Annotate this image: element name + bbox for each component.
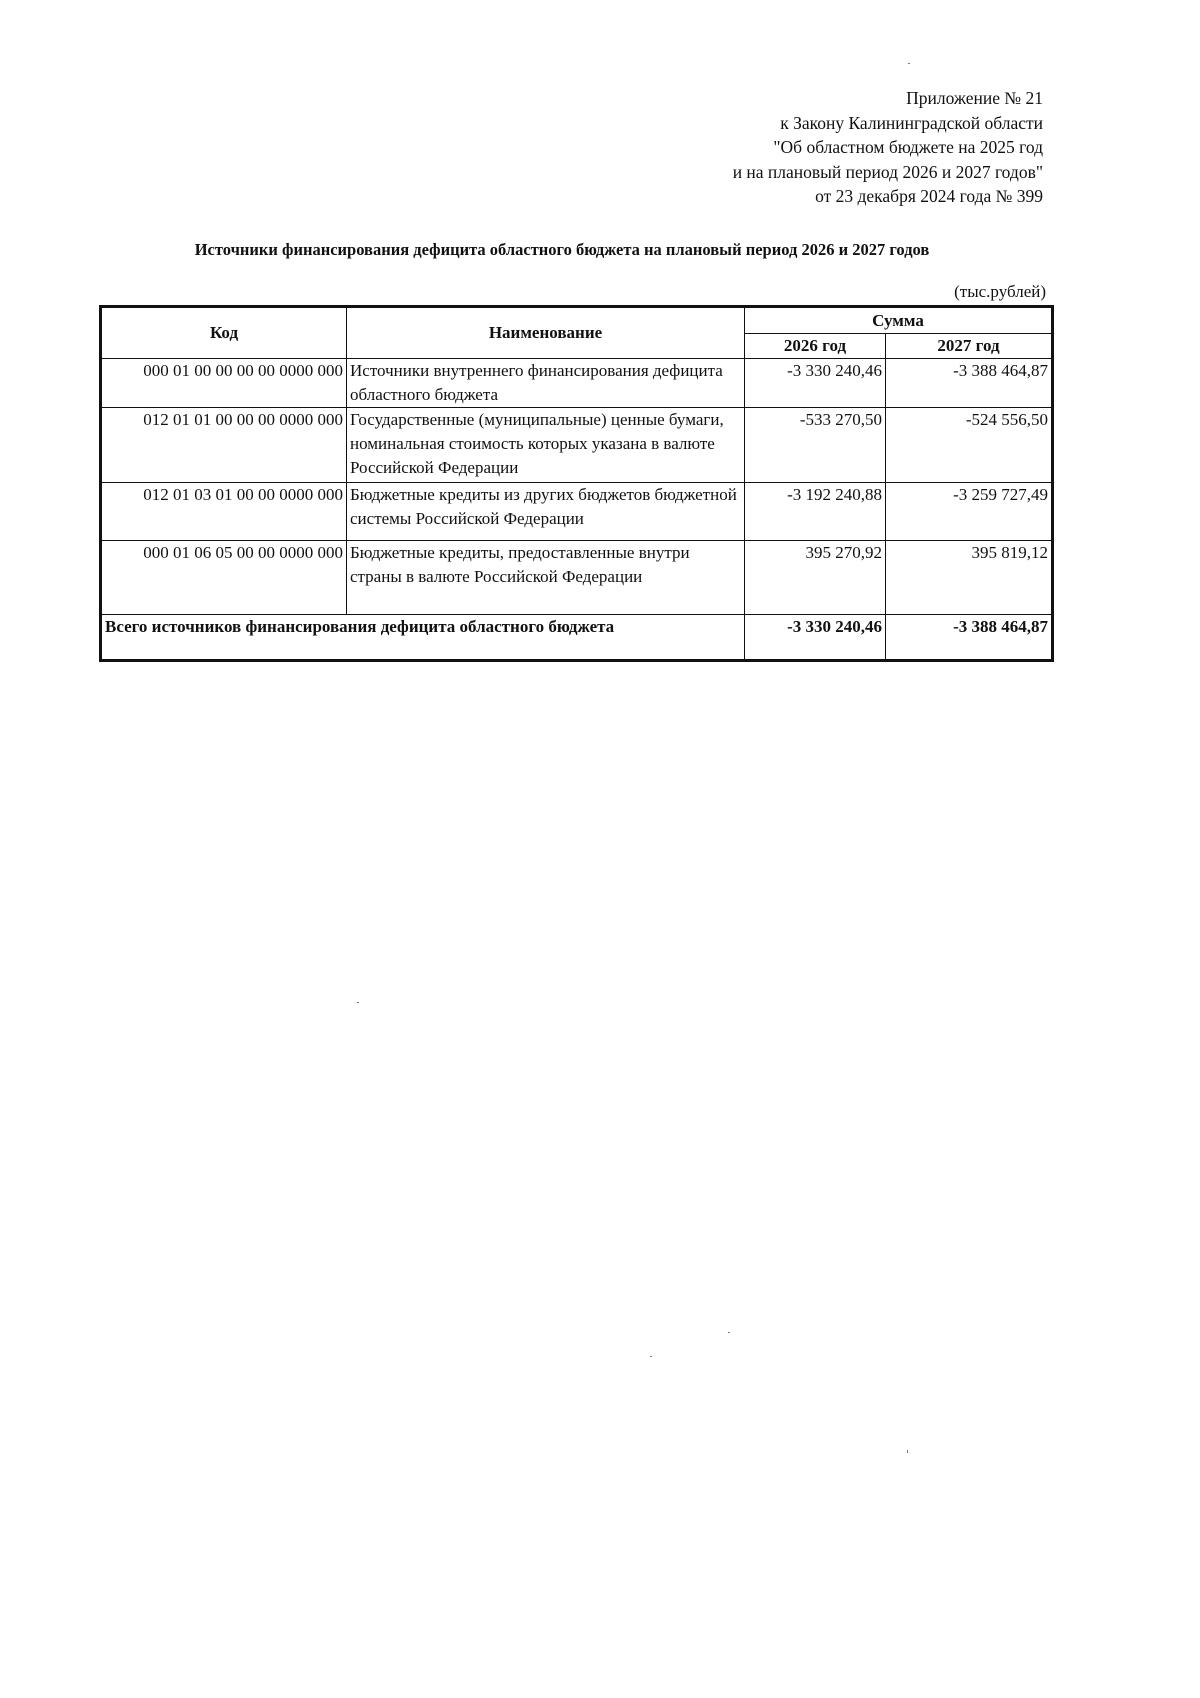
header-year-2027: 2027 год	[886, 334, 1053, 359]
row-value-2026: 395 270,92	[745, 541, 886, 615]
total-value-2026: -3 330 240,46	[745, 615, 886, 661]
row-value-2027: 395 819,12	[886, 541, 1053, 615]
appendix-line: от 23 декабря 2024 года № 399	[815, 186, 1043, 207]
total-row	[101, 615, 1053, 661]
row-name: Бюджетные кредиты из других бюджетов бюджетной системы Российской Федерации	[347, 483, 745, 541]
appendix-header	[733, 86, 1043, 209]
header-code: Код	[101, 307, 347, 359]
scan-speck	[650, 1356, 652, 1357]
financing-sources-table	[99, 305, 1054, 662]
total-value-2027: -3 388 464,87	[886, 615, 1053, 661]
row-name: Источники внутреннего финансирования дефицита областного бюджета	[347, 359, 745, 408]
table-row	[101, 408, 1053, 483]
appendix-line: "Об областном бюджете на 2025 год	[773, 137, 1043, 158]
appendix-line: Приложение № 21	[906, 88, 1043, 108]
row-name: Государственные (муниципальные) ценные бумаги, номинальная стоимость которых указана в валюте Российской Федерации	[347, 408, 745, 483]
header-sum: Сумма	[745, 307, 1053, 334]
total-label: Всего источников финансирования дефицита областного бюджета	[101, 615, 745, 661]
row-code: 012 01 01 00 00 00 0000 000	[101, 408, 347, 483]
units-label: (тыс.рублей)	[954, 282, 1046, 301]
scan-speck	[728, 1332, 730, 1333]
table-row	[101, 483, 1053, 541]
table-row	[101, 541, 1053, 615]
appendix-line: к Закону Калининградской области	[780, 112, 1043, 133]
header-name: Наименование	[347, 307, 745, 359]
scan-speck	[357, 1002, 359, 1003]
row-code: 000 01 06 05 00 00 0000 000	[101, 541, 347, 615]
scan-speck	[907, 1450, 908, 1453]
row-code: 012 01 03 01 00 00 0000 000	[101, 483, 347, 541]
table-row	[101, 359, 1053, 408]
document-title: Источники финансирования дефицита областного бюджета на плановый период 2026 и 2027 годов	[194, 240, 930, 259]
row-value-2027: -3 388 464,87	[886, 359, 1053, 408]
row-value-2026: -533 270,50	[745, 408, 886, 483]
row-name: Бюджетные кредиты, предоставленные внутри страны в валюте Российской Федерации	[347, 541, 745, 615]
scan-speck	[908, 63, 910, 64]
row-code: 000 01 00 00 00 00 0000 000	[101, 359, 347, 408]
header-year-2026: 2026 год	[745, 334, 886, 359]
row-value-2026: -3 192 240,88	[745, 483, 886, 541]
appendix-line: и на плановый период 2026 и 2027 годов"	[732, 161, 1043, 182]
row-value-2027: -3 259 727,49	[886, 483, 1053, 541]
row-value-2027: -524 556,50	[886, 408, 1053, 483]
row-value-2026: -3 330 240,46	[745, 359, 886, 408]
